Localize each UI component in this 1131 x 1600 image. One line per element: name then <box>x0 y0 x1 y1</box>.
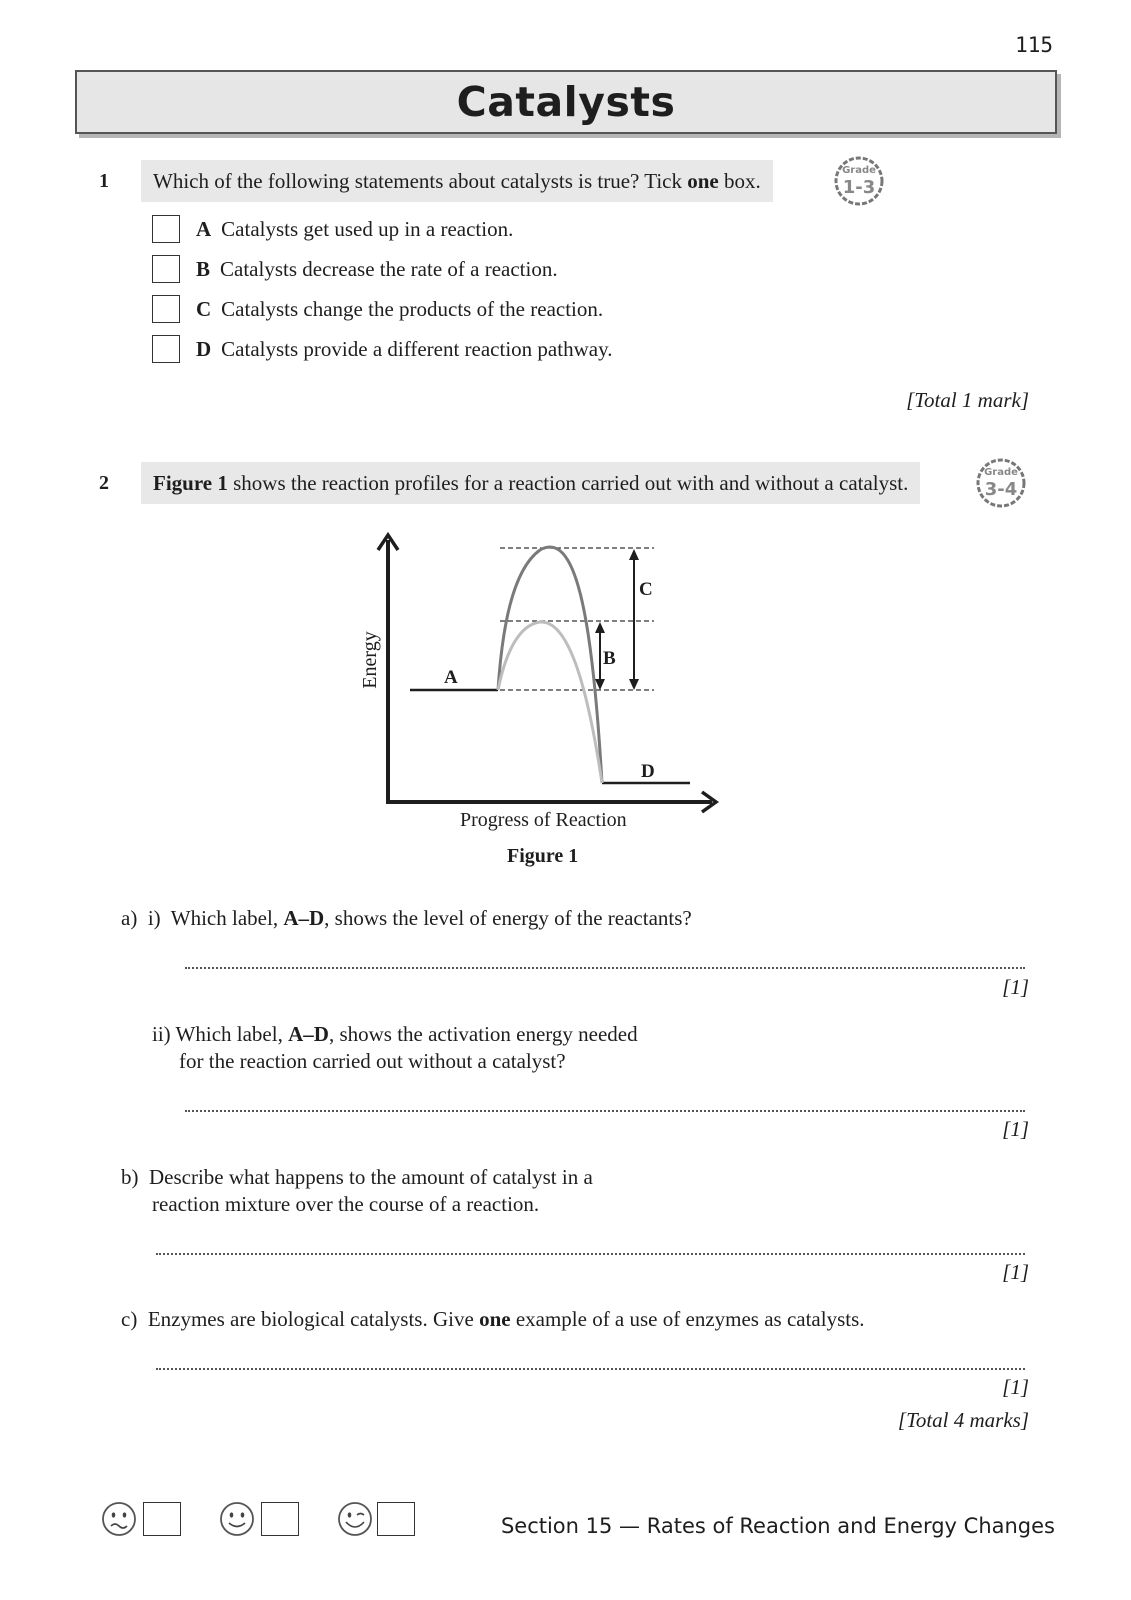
mark-a-ii: [1] <box>1002 1117 1029 1141</box>
footer-section-title: Section 15 — Rates of Reaction and Energy Changes <box>500 1514 1055 1538</box>
question-2-total: [Total 4 marks] <box>897 1408 1029 1432</box>
page-number: 115 <box>1015 33 1053 57</box>
arrow-b-down-icon <box>595 679 605 690</box>
checkbox-c[interactable] <box>152 295 180 323</box>
question-1-total: [Total 1 mark] <box>906 388 1029 412</box>
label-d: D <box>641 761 655 782</box>
label-c: C <box>639 579 653 600</box>
y-axis-label: Energy <box>359 631 381 689</box>
confidence-box-medium[interactable] <box>261 1502 299 1536</box>
arrow-c-down-icon <box>629 679 639 690</box>
part-a-ii-line-2: for the reaction carried out without a catalyst? <box>179 1049 566 1073</box>
answer-line-c[interactable] <box>156 1368 1025 1370</box>
arrow-c-up-icon <box>629 549 639 560</box>
reaction-profile-diagram <box>340 520 740 820</box>
part-c-text: Enzymes are biological catalysts. Give <box>147 1307 480 1331</box>
part-a-ii-label: ii) <box>152 1022 171 1046</box>
catalysed-curve <box>498 622 602 783</box>
answer-line-a-i[interactable] <box>185 967 1025 969</box>
part-c-question <box>121 1306 865 1333</box>
part-a-label: a) <box>121 906 138 930</box>
part-a-ii-text: Which label, <box>175 1022 289 1046</box>
question-1-emphasis: one <box>687 169 719 193</box>
page-title: Catalysts <box>456 78 676 126</box>
option-d-text: Catalysts provide a different reaction pathway. <box>221 336 613 361</box>
option-b-text: Catalysts decrease the rate of a reaction. <box>220 256 558 281</box>
checkbox-a[interactable] <box>152 215 180 243</box>
option-c[interactable] <box>152 294 603 324</box>
option-d[interactable] <box>152 334 612 364</box>
confidence-box-low[interactable] <box>143 1502 181 1536</box>
arrow-b-up-icon <box>595 622 605 633</box>
part-b-line-2: reaction mixture over the course of a reaction. <box>152 1192 540 1216</box>
part-c-text-end: example of a use of enzymes as catalysts. <box>510 1307 865 1331</box>
question-2-number: 2 <box>99 472 109 494</box>
option-d-letter: D <box>196 336 212 361</box>
label-b: B <box>603 648 616 669</box>
part-c-emphasis: one <box>479 1307 511 1331</box>
confidence-box-high[interactable] <box>377 1502 415 1536</box>
smiling-face-icon <box>219 1501 255 1537</box>
option-b[interactable] <box>152 254 558 284</box>
unsure-face-icon <box>101 1501 137 1537</box>
part-a-i-question <box>121 905 692 932</box>
question-1-number: 1 <box>99 170 109 192</box>
part-a-ii-question <box>152 1021 638 1075</box>
mark-c: [1] <box>1002 1375 1029 1399</box>
part-a-i-label: i) <box>147 906 161 930</box>
part-b-label: b) <box>121 1165 139 1189</box>
x-axis-label: Progress of Reaction <box>460 809 627 831</box>
mark-b: [1] <box>1002 1260 1029 1284</box>
question-1-text: Which of the following statements about catalysts is true? Tick <box>153 169 688 193</box>
option-a[interactable] <box>152 214 513 244</box>
grade-1-range: 1-3 <box>842 177 876 198</box>
part-a-ii-range: A–D <box>288 1022 329 1046</box>
part-b-line-1: Describe what happens to the amount of catalyst in a <box>149 1165 593 1189</box>
checkbox-d[interactable] <box>152 335 180 363</box>
grade-2-word: Grade <box>984 467 1018 478</box>
part-b-question <box>121 1164 593 1218</box>
option-a-text: Catalysts get used up in a reaction. <box>221 216 514 241</box>
part-a-ii-text-end: , shows the activation energy needed <box>328 1022 638 1046</box>
part-a-i-text: Which label, <box>170 906 284 930</box>
question-2-text: shows the reaction profiles for a reaction carried out with and without a catalyst. <box>227 471 909 495</box>
option-c-text: Catalysts change the products of the reaction. <box>221 296 604 321</box>
question-2-prompt <box>141 462 920 504</box>
title-bar <box>75 70 1057 134</box>
figure-caption: Figure 1 <box>507 845 579 867</box>
option-a-letter: A <box>196 216 212 241</box>
answer-line-a-ii[interactable] <box>185 1110 1025 1112</box>
winking-face-icon <box>337 1501 373 1537</box>
checkbox-b[interactable] <box>152 255 180 283</box>
part-a-i-range: A–D <box>283 906 325 930</box>
question-1-text-end: box. <box>718 169 761 193</box>
option-c-letter: C <box>196 296 212 321</box>
question-1-prompt <box>141 160 773 202</box>
mark-a-i: [1] <box>1002 975 1029 999</box>
question-2-figure-ref: Figure 1 <box>153 471 228 495</box>
grade-1-word: Grade <box>842 165 876 176</box>
answer-line-b[interactable] <box>156 1253 1025 1255</box>
part-a-i-text-end: , shows the level of energy of the reactants? <box>324 906 692 930</box>
grade-badge-icon <box>833 155 885 207</box>
grade-2-range: 3-4 <box>984 479 1018 500</box>
part-c-label: c) <box>121 1307 138 1331</box>
label-a: A <box>444 667 458 688</box>
option-b-letter: B <box>196 256 211 281</box>
uncatalysed-curve <box>498 547 602 783</box>
grade-badge-icon <box>975 457 1027 509</box>
